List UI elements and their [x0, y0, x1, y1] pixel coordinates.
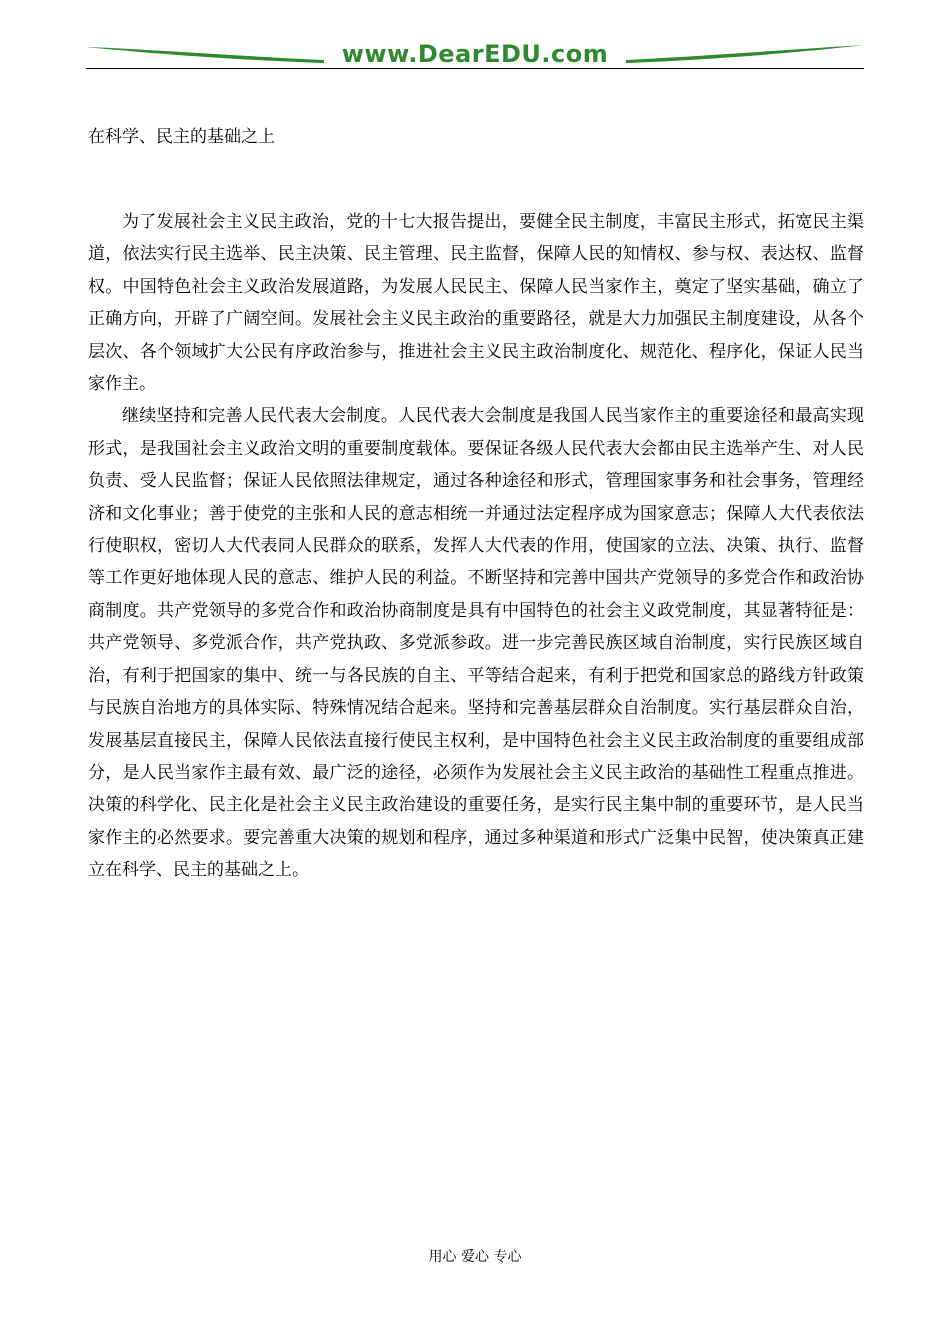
- page-header: [86, 36, 864, 72]
- document-body: [88, 206, 864, 887]
- page-footer-slogan: 用心 爱心 专心: [428, 1249, 522, 1265]
- section-subtitle: 在科学、民主的基础之上: [88, 127, 275, 147]
- header-divider: [86, 68, 864, 69]
- site-logo-text[interactable]: www.DearEDU.com: [341, 40, 609, 68]
- paragraph-1: 为了发展社会主义民主政治，党的十七大报告提出，要健全民主制度，丰富民主形式，拓宽民主渠道，依法实行民主选举、民主决策、民主管理、民主监督，保障人民的知情权、参与权、表达权、监督权。中国特色社会主义政治发展道路，为发展人民民主、保障人民当家作主，奠定了坚实基础，确立了正确方向，开辟了广阔空间。发展社会主义民主政治的重要路径，就是大力加强民主制度建设，从各个层次、各个领域扩大公民有序政治参与，推进社会主义民主政治制度化、规范化、程序化，保证人民当家作主。: [88, 212, 864, 395]
- paragraph-2: 继续坚持和完善人民代表大会制度。人民代表大会制度是我国人民当家作主的重要途径和最高实现形式，是我国社会主义政治文明的重要制度载体。要保证各级人民代表大会都由民主选举产生、对人民负责、受人民监督；保证人民依照法律规定，通过各种途径和形式，管理国家事务和社会事务，管理经济和文化事业；善于使党的主张和人民的意志相统一并通过法定程序成为国家意志；保障人大代表依法行使职权，密切人大代表同人民群众的联系，发挥人大代表的作用，使国家的立法、决策、执行、监督等工作更好地体现人民的意志、维护人民的利益。不断坚持和完善中国共产党领导的多党合作和政治协商制度。共产党领导的多党合作和政治协商制度是具有中国特色的社会主义政党制度，其显著特征是：共产党领导、多党派合作，共产党执政、多党派参政。进一步完善民族区域自治制度，实行民族区域自治，有利于把国家的集中、统一与各民族的自主、平等结合起来，有利于把党和国家总的路线方针政策与民族自治地方的具体实际、特殊情况结合起来。坚持和完善基层群众自治制度。实行基层群众自治，发展基层直接民主，保障人民依法直接行使民主权利，是中国特色社会主义民主政治制度的重要组成部分，是人民当家作主最有效、最广泛的途径，必须作为发展社会主义民主政治的基础性工程重点推进。决策的科学化、民主化是社会主义民主政治建设的重要任务，是实行民主集中制的重要环节，是人民当家作主的必然要求。要完善重大决策的规划和程序，通过多种渠道和形式广泛集中民智，使决策真正建立在科学、民主的基础之上。: [88, 406, 864, 881]
